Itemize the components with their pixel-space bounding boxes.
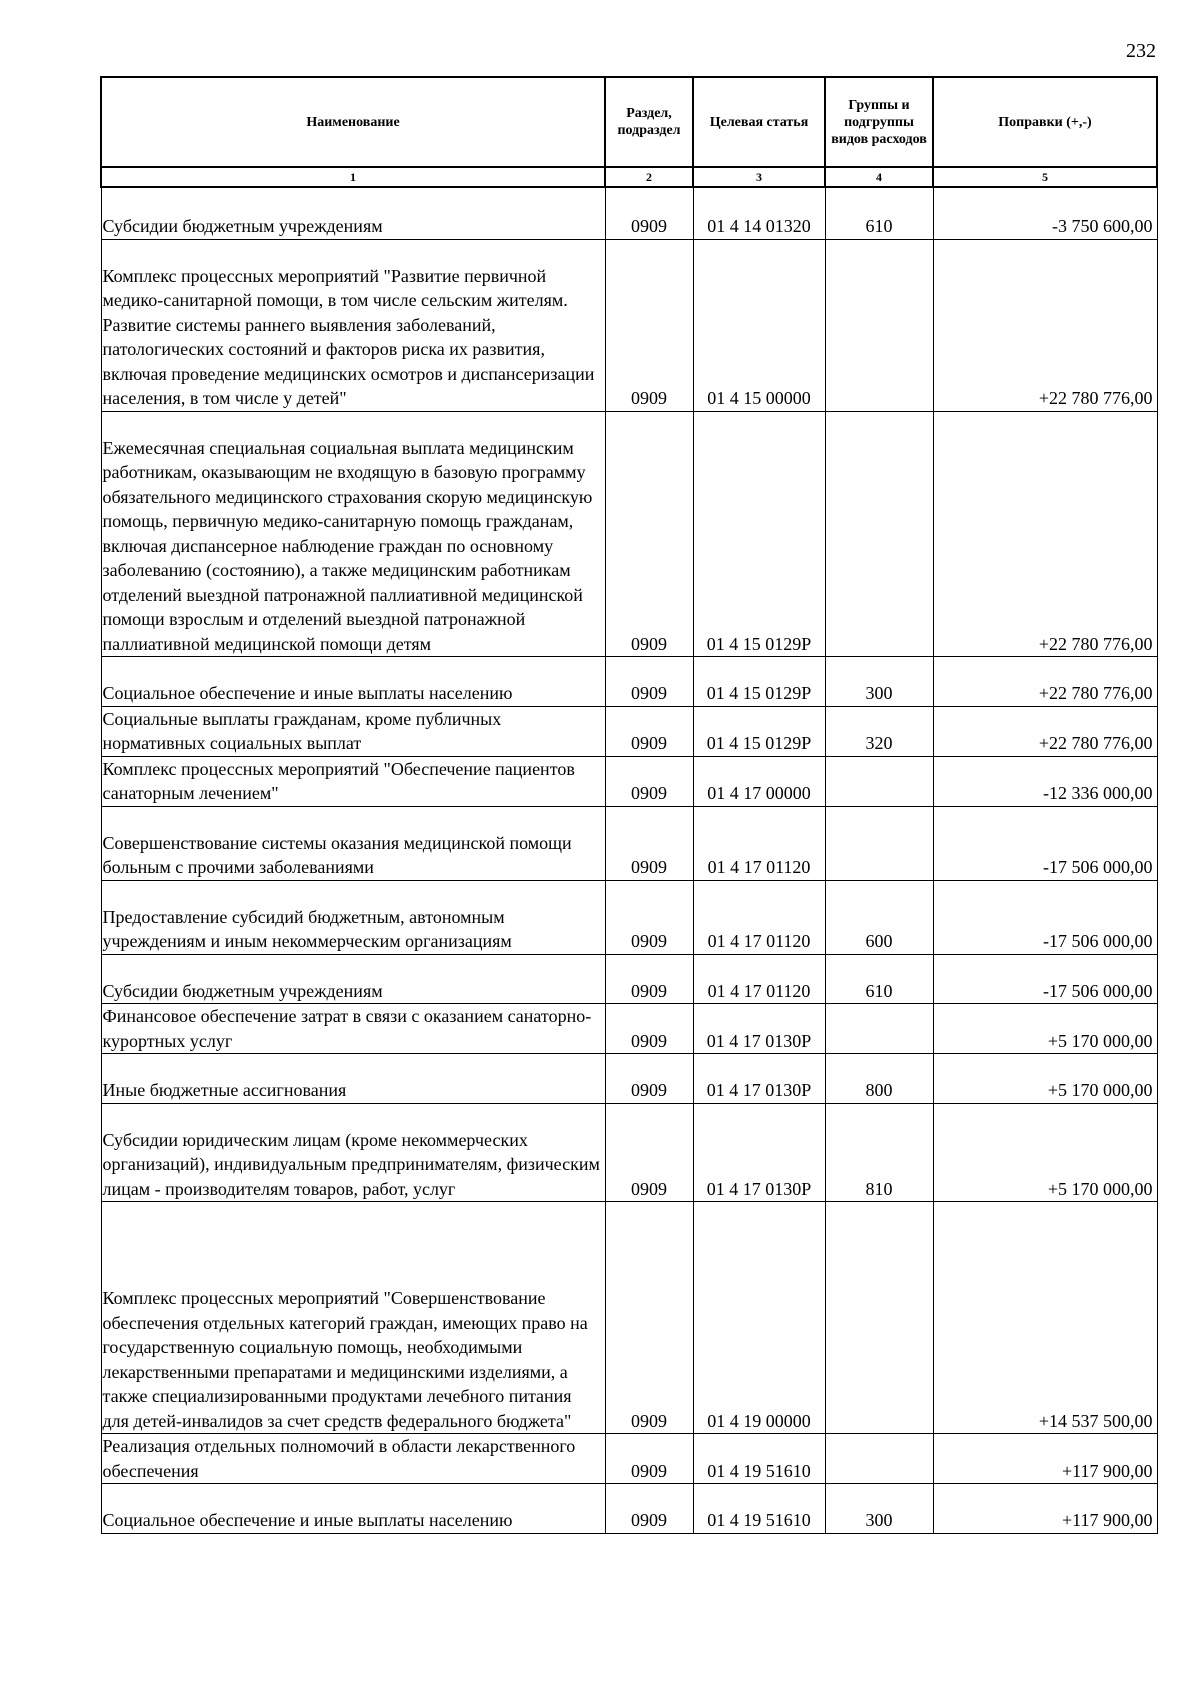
row-name: Субсидии бюджетным учреждениям [101, 187, 605, 239]
row-section: 0909 [605, 657, 693, 707]
row-amount: +117 900,00 [933, 1434, 1157, 1484]
row-name: Ежемесячная специальная социальная выплата медицинским работникам, оказывающим не входящую в базовую программу обязательного медицинского страхования скорую медицинскую помощь, первичную медико-санитарную помощь гражданам, включая диспансерное наблюдение граждан по основному заболеванию (состоянию), а также медицинским работникам отделений выездной патронажной паллиативной медицинской помощи взрослым и отделений выездной патронажной паллиативной медицинской помощи детям [101, 411, 605, 657]
row-amount: +5 170 000,00 [933, 1054, 1157, 1104]
row-target: 01 4 17 0130P [693, 1103, 825, 1202]
row-group: 300 [825, 1484, 933, 1534]
row-section: 0909 [605, 1054, 693, 1104]
table-row [101, 1484, 1157, 1534]
row-amount: +117 900,00 [933, 1484, 1157, 1534]
row-section: 0909 [605, 1484, 693, 1534]
row-group [825, 806, 933, 880]
row-group: 300 [825, 657, 933, 707]
budget-amendments-table [100, 76, 1158, 1534]
column-number: 4 [825, 167, 933, 187]
row-name: Комплекс процессных мероприятий "Обеспечение пациентов санаторным лечением" [101, 756, 605, 806]
row-group [825, 239, 933, 411]
row-target: 01 4 17 0130P [693, 1054, 825, 1104]
table-row [101, 880, 1157, 954]
row-section: 0909 [605, 880, 693, 954]
row-amount: +22 780 776,00 [933, 239, 1157, 411]
column-number: 2 [605, 167, 693, 187]
row-target: 01 4 17 01120 [693, 954, 825, 1004]
table-row [101, 411, 1157, 657]
row-target: 01 4 15 0129P [693, 657, 825, 707]
row-group [825, 1434, 933, 1484]
row-amount: -17 506 000,00 [933, 806, 1157, 880]
row-amount: +14 537 500,00 [933, 1202, 1157, 1434]
header-name: Наименование [101, 77, 605, 167]
header-row [101, 77, 1157, 167]
row-section: 0909 [605, 1103, 693, 1202]
row-amount: -17 506 000,00 [933, 880, 1157, 954]
header-amendments: Поправки (+,-) [933, 77, 1157, 167]
column-number-row [101, 167, 1157, 187]
table-row [101, 756, 1157, 806]
row-section: 0909 [605, 706, 693, 756]
row-section: 0909 [605, 756, 693, 806]
table-row [101, 657, 1157, 707]
row-section: 0909 [605, 954, 693, 1004]
row-group [825, 1202, 933, 1434]
row-target: 01 4 19 51610 [693, 1434, 825, 1484]
row-section: 0909 [605, 1004, 693, 1054]
header-section: Раздел, подраздел [605, 77, 693, 167]
row-section: 0909 [605, 1434, 693, 1484]
table-row [101, 1434, 1157, 1484]
row-target: 01 4 14 01320 [693, 187, 825, 239]
row-name: Субсидии юридическим лицам (кроме некоммерческих организаций), индивидуальным предпринимателям, физическим лицам - производителям товаров, работ, услуг [101, 1103, 605, 1202]
column-number: 3 [693, 167, 825, 187]
table-row [101, 954, 1157, 1004]
row-section: 0909 [605, 187, 693, 239]
row-name: Комплекс процессных мероприятий "Совершенствование обеспечения отдельных категорий граждан, имеющих право на государственную социальную помощь, необходимыми лекарственными препаратами и медицинскими изделиями, а также специализированными продуктами лечебного питания для детей-инвалидов за счет средств федерального бюджета" [101, 1202, 605, 1434]
row-amount: +22 780 776,00 [933, 706, 1157, 756]
table-row [101, 806, 1157, 880]
row-name: Финансовое обеспечение затрат в связи с оказанием санаторно-курортных услуг [101, 1004, 605, 1054]
row-amount: -17 506 000,00 [933, 954, 1157, 1004]
row-amount: +5 170 000,00 [933, 1103, 1157, 1202]
page-number: 232 [1126, 40, 1156, 62]
row-amount: -3 750 600,00 [933, 187, 1157, 239]
table-row [101, 239, 1157, 411]
row-section: 0909 [605, 411, 693, 657]
row-section: 0909 [605, 806, 693, 880]
table-row [101, 1202, 1157, 1434]
row-amount: +5 170 000,00 [933, 1004, 1157, 1054]
column-number: 5 [933, 167, 1157, 187]
row-group: 810 [825, 1103, 933, 1202]
row-group: 610 [825, 187, 933, 239]
table-row [101, 187, 1157, 239]
row-group: 320 [825, 706, 933, 756]
row-target: 01 4 17 01120 [693, 880, 825, 954]
row-group [825, 756, 933, 806]
row-target: 01 4 15 0129P [693, 706, 825, 756]
row-target: 01 4 17 0130P [693, 1004, 825, 1054]
table-row [101, 1054, 1157, 1104]
row-target: 01 4 15 0129P [693, 411, 825, 657]
row-name: Иные бюджетные ассигнования [101, 1054, 605, 1104]
row-name: Социальное обеспечение и иные выплаты населению [101, 1484, 605, 1534]
header-target: Целевая статья [693, 77, 825, 167]
row-target: 01 4 17 00000 [693, 756, 825, 806]
row-section: 0909 [605, 239, 693, 411]
row-amount: +22 780 776,00 [933, 411, 1157, 657]
row-name: Совершенствование системы оказания медицинской помощи больным с прочими заболеваниями [101, 806, 605, 880]
table-row [101, 706, 1157, 756]
row-name: Субсидии бюджетным учреждениям [101, 954, 605, 1004]
row-group: 600 [825, 880, 933, 954]
header-groups: Группы и подгруппы видов расходов [825, 77, 933, 167]
row-group [825, 411, 933, 657]
row-target: 01 4 17 01120 [693, 806, 825, 880]
column-number: 1 [101, 167, 605, 187]
table-row [101, 1004, 1157, 1054]
row-target: 01 4 15 00000 [693, 239, 825, 411]
row-group [825, 1004, 933, 1054]
row-section: 0909 [605, 1202, 693, 1434]
row-amount: +22 780 776,00 [933, 657, 1157, 707]
table-row [101, 1103, 1157, 1202]
row-target: 01 4 19 00000 [693, 1202, 825, 1434]
row-name: Комплекс процессных мероприятий "Развитие первичной медико-санитарной помощи, в том числе сельским жителям. Развитие системы раннего выявления заболеваний, патологических состояний и факторов риска их развития, включая проведение медицинских осмотров и диспансеризации населения, в том числе у детей" [101, 239, 605, 411]
row-name: Предоставление субсидий бюджетным, автономным учреждениям и иным некоммерческим организациям [101, 880, 605, 954]
row-group: 610 [825, 954, 933, 1004]
row-name: Социальное обеспечение и иные выплаты населению [101, 657, 605, 707]
row-name: Социальные выплаты гражданам, кроме публичных нормативных социальных выплат [101, 706, 605, 756]
row-group: 800 [825, 1054, 933, 1104]
row-target: 01 4 19 51610 [693, 1484, 825, 1534]
row-amount: -12 336 000,00 [933, 756, 1157, 806]
row-name: Реализация отдельных полномочий в области лекарственного обеспечения [101, 1434, 605, 1484]
